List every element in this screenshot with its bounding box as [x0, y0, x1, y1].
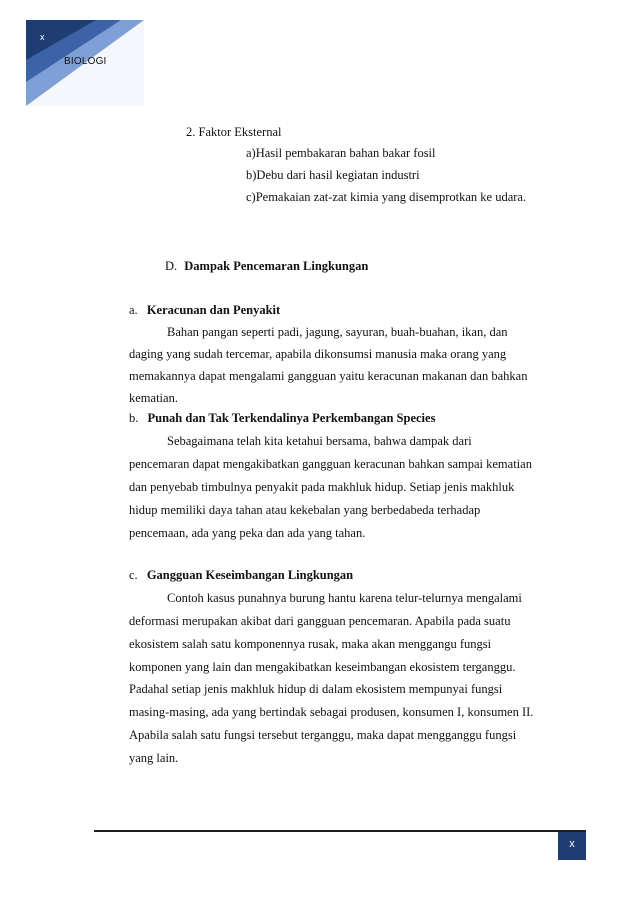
- sub-c-line: Contoh kasus punahnya burung hantu karena telur-telurnya mengalami: [167, 591, 522, 605]
- section-d-heading: [165, 258, 368, 274]
- sub-b-line: pencemaran dapat mengakibatkan gangguan keracunan bahkan sampai kematian: [129, 457, 532, 471]
- sub-a-heading: [129, 302, 280, 318]
- sub-a-title: Keracunan dan Penyakit: [146, 303, 281, 317]
- header-corner-decoration: [26, 20, 144, 106]
- sub-c-line: masing-masing, ada yang bertindak sebagai produsen, konsumen I, konsumen II.: [129, 705, 534, 719]
- sub-c-line: komponen yang lain dan mengakibatkan keseimbangan ekosistem terganggu.: [129, 660, 516, 674]
- sub-c-line: deformasi merupakan akibat dari gangguan pencemaran. Apabila pada suatu: [129, 614, 511, 628]
- sub-c-heading: [129, 567, 353, 583]
- sub-b-line: dan penyebab timbulnya penyakit pada makhluk hidup. Setiap jenis makhluk: [129, 480, 515, 494]
- corner-mark: x: [40, 32, 45, 42]
- sub-b-line: pencemaan, ada yang peka dan ada yang tahan.: [129, 526, 366, 540]
- sub-a-line: memakannya dapat mengalami gangguan yaitu keracunan makanan dan bahkan: [129, 369, 528, 383]
- sub-c-line: Apabila salah satu fungsi tersebut terganggu, maka dapat mengganggu fungsi: [129, 728, 517, 742]
- sub-c-title: Gangguan Keseimbangan Lingkungan: [146, 568, 354, 582]
- sub-a-prefix: a.: [129, 303, 138, 317]
- sub-a-line: Bahan pangan seperti padi, jagung, sayuran, buah-buahan, ikan, dan: [167, 325, 508, 339]
- sub-a-line: kematian.: [129, 391, 178, 405]
- section-d-title: Dampak Pencemaran Lingkungan: [184, 259, 369, 273]
- sub-b-line: hidup memiliki daya tahan atau kekebalan yang berbedabeda terhadap: [129, 503, 481, 517]
- sub-b-line: Sebagaimana telah kita ketahui bersama, bahwa dampak dari: [167, 434, 472, 448]
- sub-a-line: daging yang sudah tercemar, apabila dikonsumsi manusia maka orang yang: [129, 347, 507, 361]
- sub-c-prefix: c.: [129, 568, 138, 582]
- sub-b-heading: [129, 410, 435, 426]
- sub-c-line: Padahal setiap jenis makhluk hidup di dalam ekosistem mempunyai fungsi: [129, 682, 503, 696]
- sub-b-prefix: b.: [129, 411, 139, 425]
- faktor-item-a: a)Hasil pembakaran bahan bakar fosil: [246, 146, 436, 160]
- section-d-prefix: D.: [165, 259, 178, 273]
- page-number: x: [569, 838, 575, 850]
- sub-c-line: ekosistem salah satu komponennya rusak, maka akan menggangu fungsi: [129, 637, 492, 651]
- faktor-item-c: c)Pemakaian zat-zat kimia yang disemprotkan ke udara.: [246, 190, 527, 204]
- sub-b-title: Punah dan Tak Terkendalinya Perkembangan Species: [147, 411, 436, 425]
- faktor-eksternal-heading: 2. Faktor Eksternal: [186, 125, 282, 139]
- sub-c-line: yang lain.: [129, 751, 179, 765]
- subject-title: BIOLOGI: [64, 56, 107, 67]
- faktor-item-b: b)Debu dari hasil kegiatan industri: [246, 168, 420, 182]
- footer-divider: [94, 830, 586, 832]
